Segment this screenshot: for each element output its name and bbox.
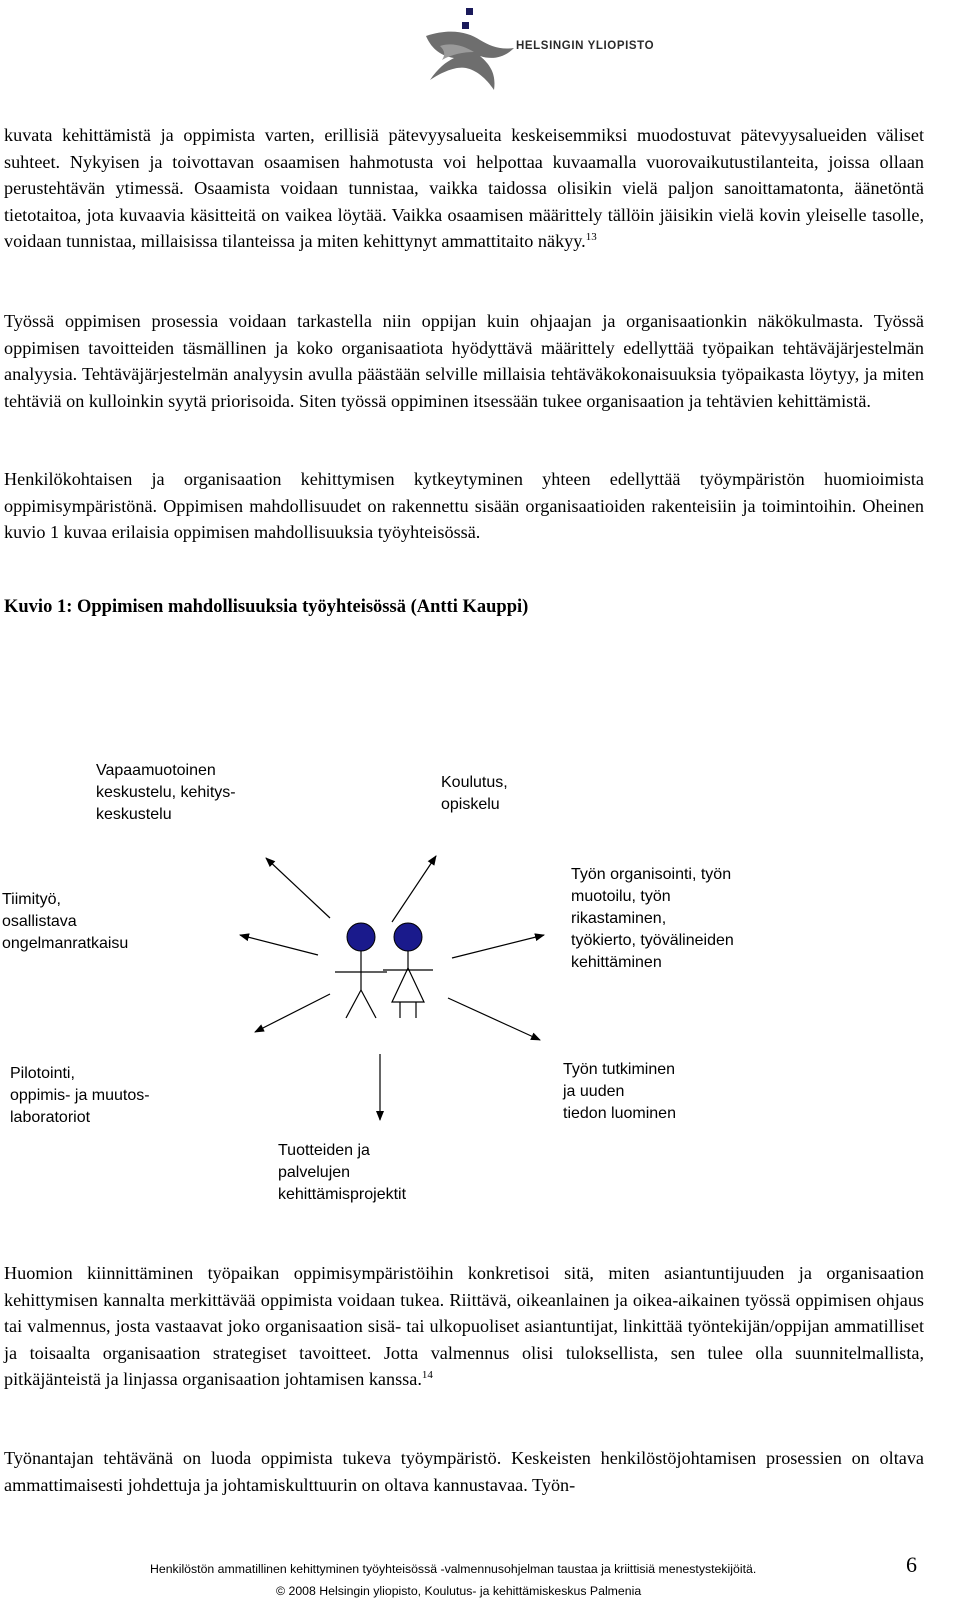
footer-copyright: © 2008 Helsingin yliopisto, Koulutus- ja kehittämiskeskus Palmenia — [276, 1584, 642, 1598]
paragraph-4 — [4, 1260, 924, 1393]
person-head — [394, 923, 422, 951]
paragraph-1 — [4, 122, 924, 255]
paragraph-5: Työnantajan tehtävänä on luoda oppimista tukeva työympäristö. Keskeisten henkilöstöjohtamisen prosessien on oltava ammattimaisesti johdettuja ja johtamiskulttuurin on oltava kannustavaa. Työn- — [4, 1448, 924, 1495]
label-tiimityo: Tiimityö, osallistava ongelmanratkaisu — [2, 891, 129, 952]
label-tyon-tutkiminen: Työn tutkiminen ja uuden tiedon luominen — [563, 1061, 676, 1122]
label-vapaamuotoinen-keskustelu: Vapaamuotoinen keskustelu, kehitys- keskustelu — [96, 762, 236, 823]
footnote-ref-14: 14 — [421, 1369, 433, 1382]
footnote-ref-13: 13 — [585, 231, 597, 244]
paragraph-4-text: Huomion kiinnittäminen työpaikan oppimisympäristöihin konkretisoi sitä, miten asiantuntijuuden ja organisaation kehittymisen kannalta merkittävää oppimista voidaan tukea. Riittävä, oikeanlainen ja oikea-aikainen työssä oppimisen ohjaus tai valmennus, josta vastaavat joko organisaation sisä- tai ulkopuoliset asiantuntijat, linkittää työntekijän/oppijan ammatilliset ja toisaalta organisaation strategiset tavoitteet. Jotta valmennus olisi tuloksellista, sen tulee olla suunnitelmallista, pitkäjänteistä ja linjassa organisaation johtamisen kanssa. — [4, 1263, 924, 1390]
flame-emblem-icon — [420, 6, 520, 92]
label-tuotteiden-kehittaminen: Tuotteiden ja palvelujen kehittämisprojektit — [278, 1142, 407, 1203]
arrow-to-koulutus — [392, 856, 436, 922]
paragraph-2: Työssä oppimisen prosessia voidaan tarkastella niin oppijan kuin ohjaajan ja organisaationkin näkökulmasta. Työssä oppimisen tavoitteiden täsmällinen ja koko organisaatiota hyödyttävä määrittely edellyttää työpaikan tehtäväjärjestelmän analyysia. Tehtäväjärjestelmän analyysin avulla päästään selville millaisia tehtäväkokonaisuuksia työpaikasta löytyy, ja miten tehtäviä on kulloinkin syytä priorisoida. Siten työssä oppiminen itsessään tukee organisaation ja tehtävien kehittämistä. — [4, 311, 924, 411]
arrow-to-vapaamuotoinen — [266, 858, 330, 918]
footer-title: Henkilöstön ammatillinen kehittyminen työyhteisössä -valmennusohjelman taustaa ja kriittisiä menestystekijöitä. — [150, 1562, 757, 1576]
person-head — [347, 923, 375, 951]
arrow-to-tiimityo — [240, 935, 318, 955]
label-koulutus: Koulutus, opiskelu — [441, 774, 508, 813]
figure-caption: Kuvio 1: Oppimisen mahdollisuuksia työyhteisössä (Antti Kauppi) — [4, 597, 529, 617]
paragraph-3: Henkilökohtaisen ja organisaation kehittymisen kytkeytyminen yhteen edellyttää työympäristön huomioimista oppimisympäristönä. Oppimisen mahdollisuudet on rakennettu sisään organisaatioiden rakenteisiin ja toimintoihin. Oheinen kuvio 1 kuvaa erilaisia oppimisen mahdollisuuksia työyhteisössä. — [4, 469, 924, 543]
label-tyon-organisointi: Työn organisointi, työn muotoilu, työn rikastaminen, työkierto, työvälineiden kehittäminen — [571, 866, 734, 971]
logo-text: HELSINGIN YLIOPISTO — [516, 40, 655, 52]
arrow-to-organisointi — [452, 935, 544, 958]
paragraph-1-text: kuvata kehittämistä ja oppimista varten, erillisiä pätevyysalueita keskeisemmiksi muodostuvat pätevyysalueiden väliset suhteet. Nykyisen ja toivottavan osaamisen hahmotusta voi helpottaa kuvaamalla vuorovaikutustilanteita, joissa ollaan perustehtävän ytimessä. Osaamista voidaan tunnistaa, vaikka taidossa olisikin vielä paljon sanoittamatonta, äänetöntä tietotaitoa, jota kuvaavia käsitteitä on vaikea löytää. Vaikka osaamisen määrittely tällöin jäisikin vielä kovin yleiselle tasolle, voidaan tunnistaa, millaisissa tilanteissa ja miten kehittynyt ammattitaito näkyy. — [4, 125, 924, 252]
arrow-to-tutkiminen — [448, 998, 540, 1040]
label-pilotointi: Pilotointi, oppimis- ja muutos- laboratoriot — [10, 1065, 150, 1126]
person-figure-female — [383, 923, 433, 1018]
university-logo — [420, 6, 660, 92]
arrow-to-pilotointi — [255, 994, 330, 1032]
page-number: 6 — [906, 1552, 917, 1577]
person-figure-male — [335, 923, 387, 1018]
